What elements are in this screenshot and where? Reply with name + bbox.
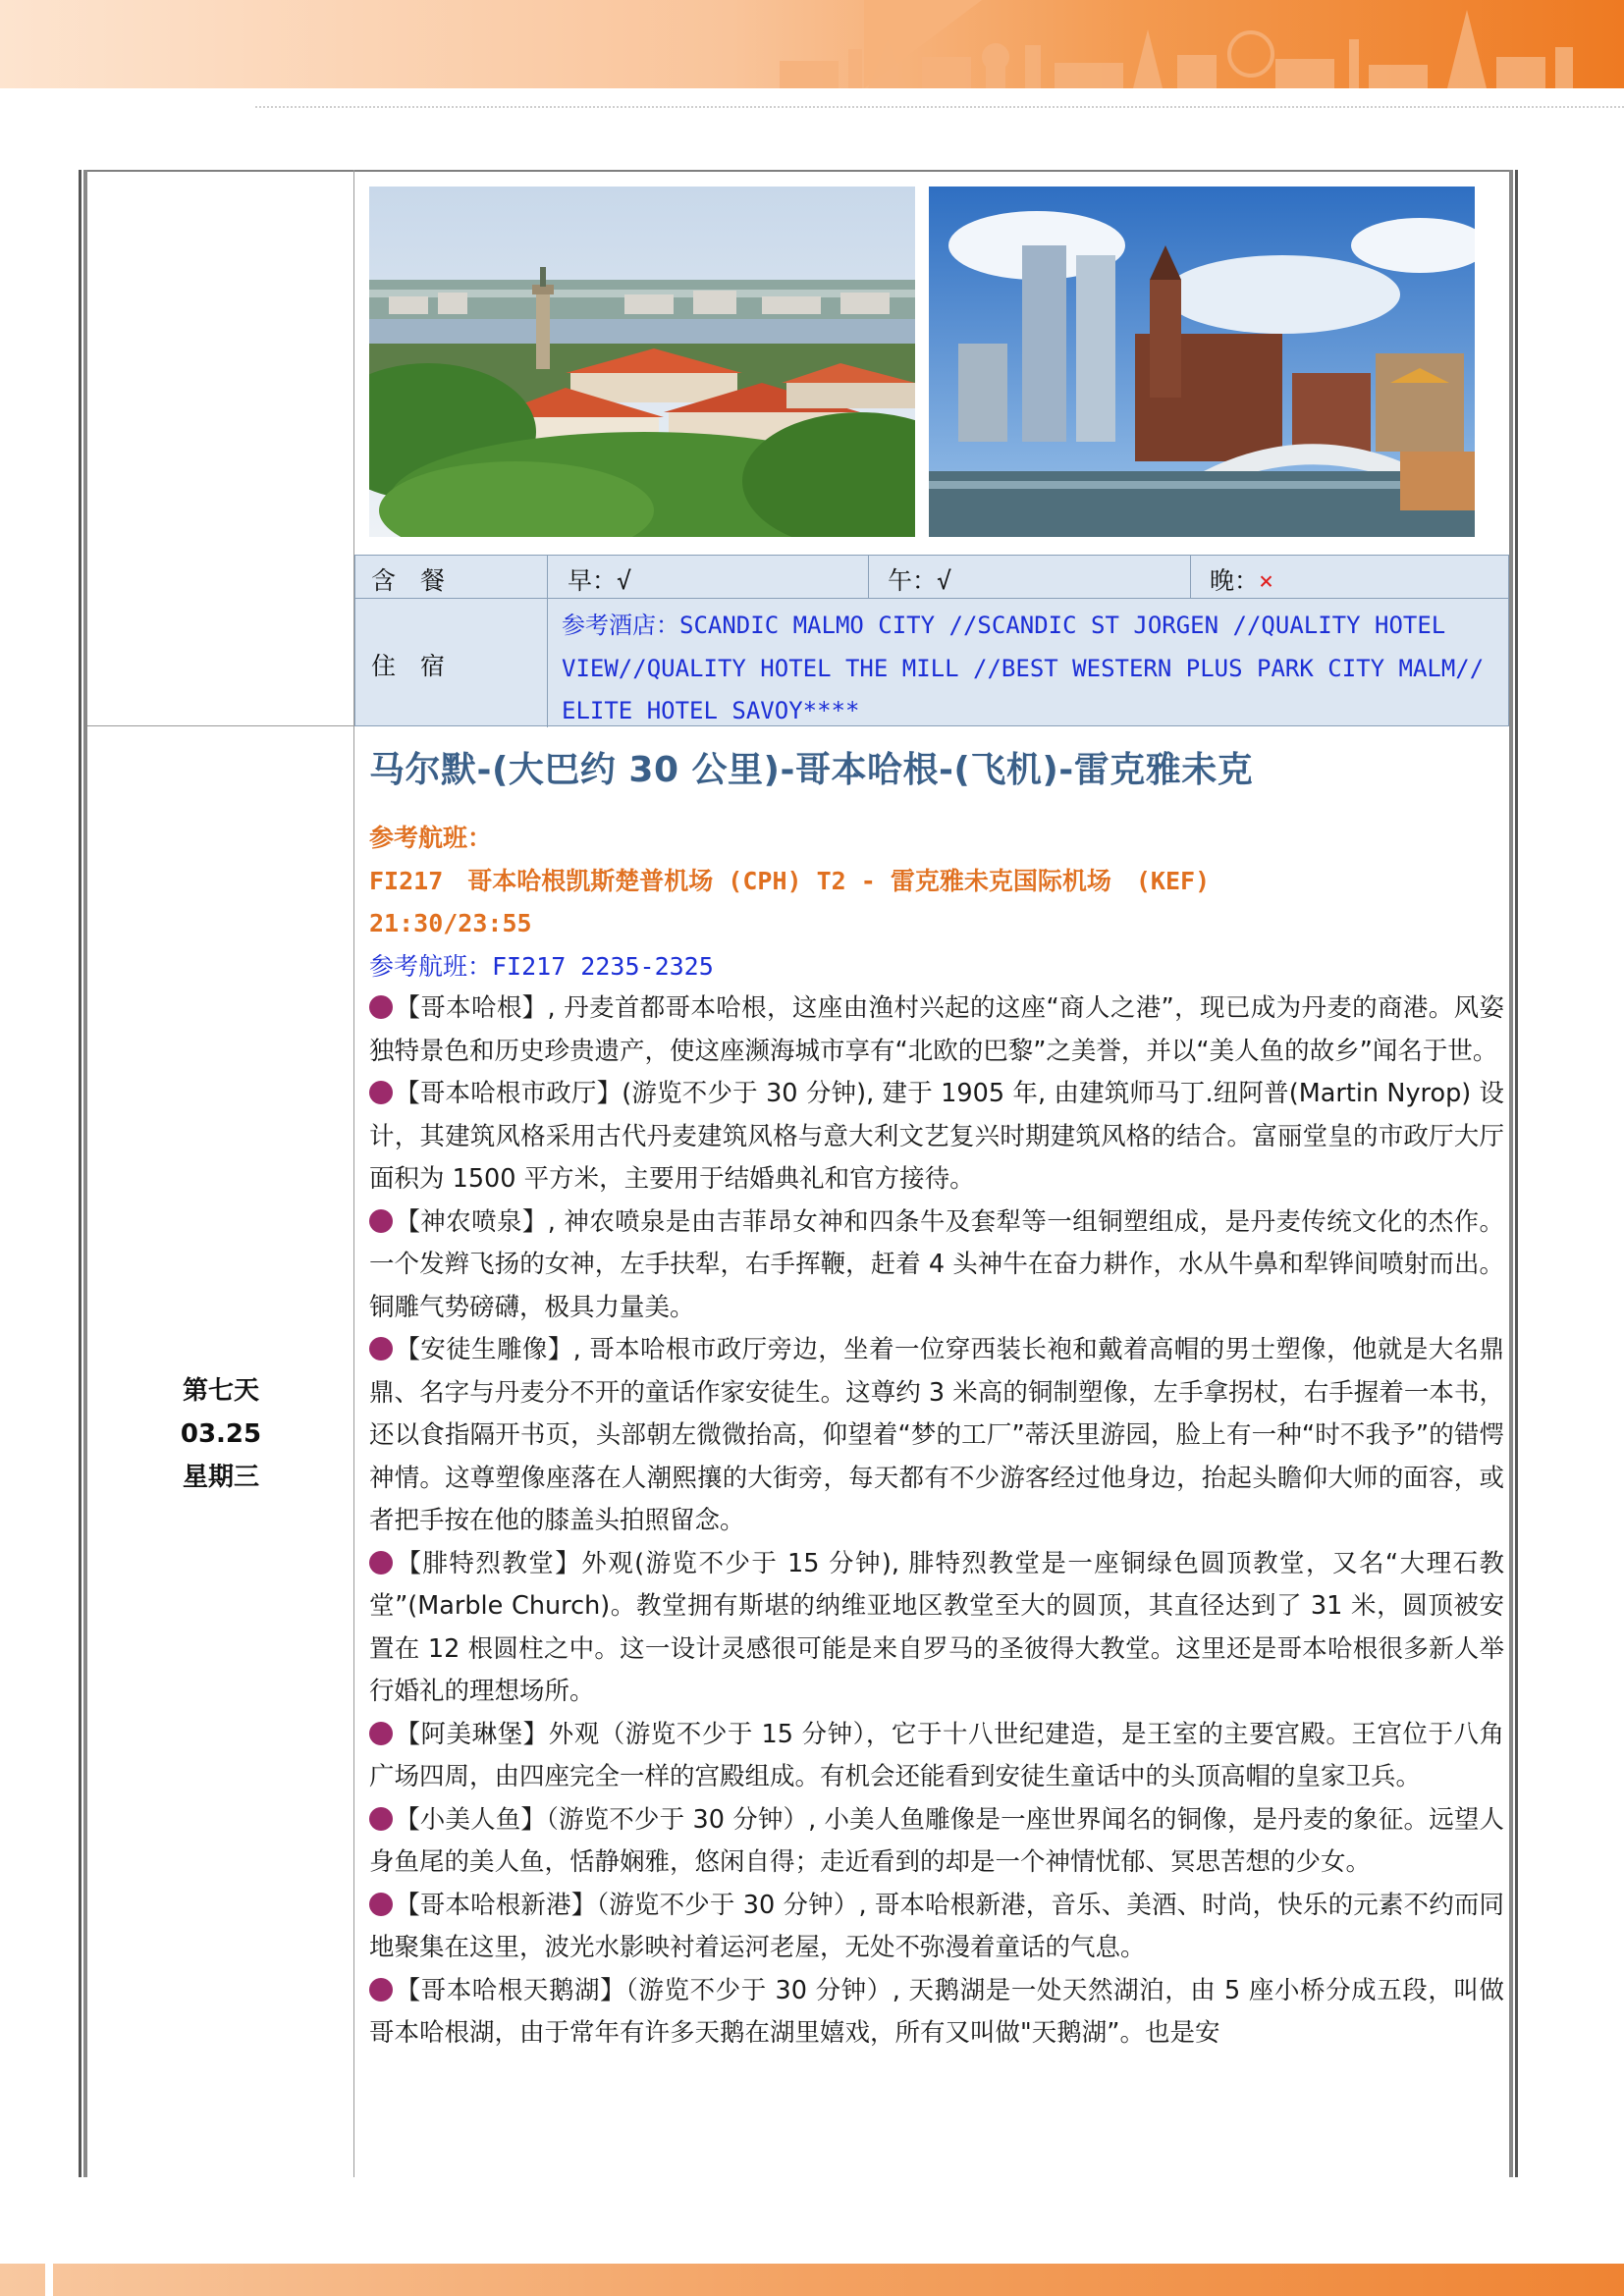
- label-column-divider: [547, 556, 548, 727]
- bullet-icon: [369, 1807, 393, 1831]
- bullet-icon: [369, 1337, 393, 1361]
- paragraph-gefion-fountain: 【神农喷泉】, 神农喷泉是由吉菲昂女神和四条牛及套犁等一组铜塑组成，是丹麦传统文化的杰作。一个发辫飞扬的女神，左手扶犁，右手挥鞭，赶着 4 头神牛在奋力耕作，水从牛鼻和犁铧间喷射而出。铜雕气势磅礴，极具力量美。: [369, 1206, 1504, 1322]
- bullet-icon: [369, 1978, 393, 2002]
- column-divider: [353, 170, 354, 2177]
- meal-divider-2: [1190, 556, 1191, 598]
- paragraph-little-mermaid: 【小美人鱼】（游览不少于 30 分钟）, 小美人鱼雕像是一座世界闻名的铜像，是丹麦的象征。远望人身鱼尾的美人鱼，恬静娴雅，悠闲自得；走近看到的却是一个神情忧郁、冥思苦想的少女。: [369, 1804, 1504, 1877]
- header-banner: [0, 0, 1624, 88]
- day-number: 第七天: [182, 1376, 259, 1406]
- paragraph-marble-church: 【腓特烈教堂】外观(游览不少于 15 分钟), 腓特烈教堂是一座铜绿色圆顶教堂，又名“大理石教堂”(Marble Church)。教堂拥有斯堪的纳维亚地区教堂至大的圆顶，其直径达到了 31 米，圆顶被安置在 12 根圆柱之中。这一设计灵感很可能是来自罗马的圣彼得大教堂。这里还是哥本哈根很多新人举行婚礼的理想场所。: [369, 1548, 1504, 1706]
- paragraph-city-hall: 【哥本哈根市政厅】(游览不少于 30 分钟), 建于 1905 年, 由建筑师马丁.纽阿普(Martin Nyrop) 设计，其建筑风格采用古代丹麦建筑风格与意大利文艺复兴时期建筑风格的结合。富丽堂皇的市政厅大厅面积为 1500 平方米，主要用于结婚典礼和官方接待。: [369, 1079, 1504, 1194]
- flight-route: FI217 哥本哈根凯斯楚普机场 (CPH) T2 - 雷克雅未克国际机场 (KEF): [369, 866, 1211, 895]
- day-content: [369, 746, 1504, 2056]
- dinner-label: 晚：: [1210, 566, 1260, 595]
- paragraph-nyhavn: 【哥本哈根新港】（游览不少于 30 分钟）, 哥本哈根新港，音乐、美酒、时尚，快乐的元素不约而同地聚集在这里，波光水影映衬着运河老屋，无处不弥漫着童话的气息。: [369, 1890, 1504, 1962]
- bullet-icon: [369, 1722, 393, 1745]
- bullet-icon: [369, 1209, 393, 1233]
- bullet-icon: [369, 1081, 393, 1104]
- flight-time: 21:30/23:55: [369, 909, 532, 937]
- meal-divider-1: [868, 556, 869, 598]
- flight-label: 参考航班：: [369, 824, 493, 852]
- dinner-cross-icon: ×: [1259, 566, 1274, 595]
- dinner-status: [1210, 561, 1273, 597]
- paragraph-swan-lake: 【哥本哈根天鹅湖】（游览不少于 30 分钟）, 天鹅湖是一处天然湖泊，由 5 座小桥分成五段，叫做哥本哈根湖，由于常年有许多天鹅在湖里嬉戏，所有又叫做"天鹅湖”。也是安: [369, 1975, 1504, 2048]
- paragraph-andersen-statue: 【安徒生雕像】, 哥本哈根市政厅旁边，坐着一位穿西装长袍和戴着高帽的男士塑像，他就是大名鼎鼎、名字与丹麦分不开的童话作家安徒生。这尊约 3 米高的铜制塑像，左手拿拐杖，右手握着一本书，还以食指隔开书页，头部朝左微微抬高，仰望着“梦的工厂”蒂沃里游园，脸上有一种“时不我予”的错愕神情。这尊塑像座落在人潮熙攘的大街旁，每天都有不少游客经过他身边，抬起头瞻仰大师的面容，或者把手按在他的膝盖头拍照留念。: [369, 1335, 1504, 1535]
- table-border-left: [79, 170, 87, 2177]
- footer-gap: [45, 2264, 53, 2296]
- city-view-photo: [369, 187, 915, 537]
- lunch-status: 午：√: [888, 566, 952, 595]
- paragraph-copenhagen: 【哥本哈根】, 丹麦首都哥本哈根，这座由渔村兴起的这座“商人之港”，现已成为丹麦的商港。风姿独特景色和历史珍贵遗产，使这座濒海城市享有“北欧的巴黎”之美誉，并以“美人鱼的故乡”闻名于世。: [369, 993, 1504, 1066]
- footer-bar: [0, 2264, 1624, 2296]
- meal-row-divider: [355, 598, 1508, 599]
- day-label: [88, 1369, 353, 1499]
- day-date: 03.25: [180, 1419, 262, 1449]
- table-border-right: [1509, 170, 1518, 2177]
- breakfast-status: 早：√: [568, 566, 632, 595]
- paragraph-amalienborg: 【阿美琳堡】外观（游览不少于 15 分钟），它于十八世纪建造，是王室的主要宫殿。王宫位于八角广场四周，由四座完全一样的宫殿组成。有机会还能看到安徒生童话中的头顶高帽的皇家卫兵。: [369, 1719, 1504, 1791]
- harbour-photo: [929, 187, 1475, 537]
- day-weekday: 星期三: [182, 1463, 259, 1492]
- meal-hotel-table: [354, 555, 1509, 726]
- meals-label: 含 餐: [371, 566, 446, 595]
- alt-flight: 参考航班：FI217 2235-2325: [369, 951, 714, 981]
- table-border-top: [79, 170, 1518, 172]
- bullet-icon: [369, 995, 393, 1019]
- header-dotted-line: [255, 106, 1624, 108]
- route-title: 马尔默-(大巴约 30 公里)-哥本哈根-(飞机)-雷克雅未克: [369, 750, 1254, 790]
- hotel-list: 参考酒店：SCANDIC MALMO CITY //SCANDIC ST JORGEN //QUALITY HOTEL VIEW//QUALITY HOTEL THE MILL //BEST WESTERN PLUS PARK CITY MALM// ELITE HOTEL SAVOY****: [562, 612, 1485, 724]
- bullet-icon: [369, 1893, 393, 1916]
- skyline-icon: [740, 0, 1624, 88]
- bullet-icon: [369, 1551, 393, 1575]
- hotel-label: 住 宿: [371, 652, 446, 680]
